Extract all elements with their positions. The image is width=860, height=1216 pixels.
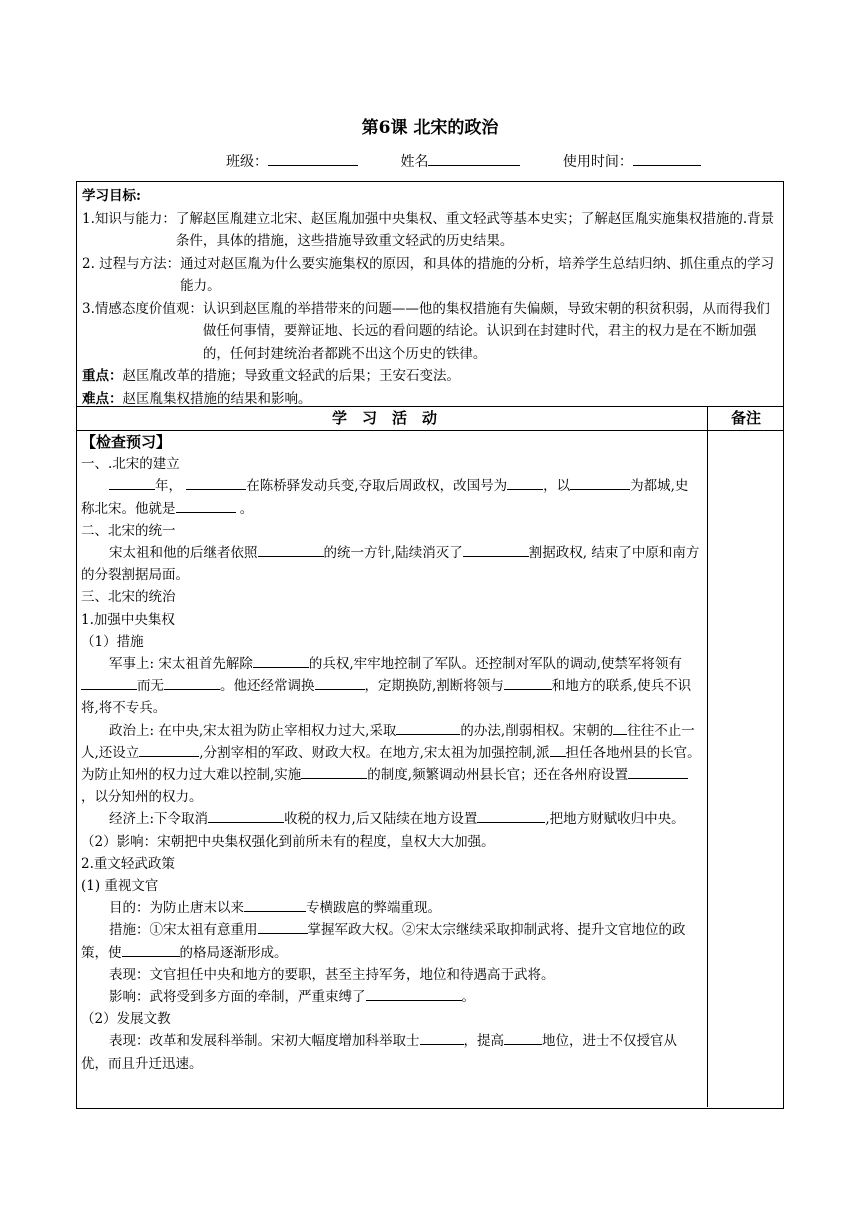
activity-table	[76, 431, 784, 1109]
paragraph: 表现：改革和发展科举制。宋初大幅度增加科举取士 ，提高 地位，进士不仅授官从优，而且升迁迅速。	[81, 1030, 701, 1074]
activity-content	[81, 431, 701, 1075]
objective-item	[82, 298, 778, 366]
time-field[interactable]	[633, 150, 701, 166]
paragraph: 表现：文官担任中央和地方的要职，甚至主持军务，地位和待遇高于武将。	[109, 966, 555, 983]
subheading: 一、.北宋的建立	[81, 456, 180, 473]
subheading: 二、北宋的统一	[81, 522, 176, 539]
paragraph: 经济上:下令取消 收税的权力,后又陆续在地方设置 ,把地方财赋收归中央。	[81, 808, 701, 830]
objectives-box	[76, 181, 784, 407]
objective-label: 3.情感态度价值观：	[82, 300, 203, 317]
objective-label: 2. 过程与方法：	[82, 255, 181, 272]
section-heading: 【检查预习】	[81, 433, 172, 451]
objective-text: 通过对赵匡胤为什么要实施集权的原因，和具体的措施的分析，培养学生总结归纳、抓住重点的学习能力。	[180, 255, 775, 294]
objective-item	[82, 208, 778, 253]
time-label: 使用时间：	[562, 154, 633, 170]
objective-text: 认识到赵匡胤的举措带来的问题——他的集权措施有失偏颇，导致宋朝的积贫积弱，从而得我们做任何事情，要辩证地、长远的看问题的结论。认识到在封建时代，君主的权力是在不断加强的，任何封建统治者都跳不出这个历史的铁律。	[202, 300, 770, 362]
objective-label: 1.知识与能力：	[82, 210, 176, 227]
notes-header: 备注	[707, 407, 784, 430]
paragraph: 目的：为防止唐末以来 专横跋扈的弊端重现。	[81, 897, 701, 919]
column-divider	[707, 431, 708, 1107]
key-points: 重点：赵匡胤改革的措施；导致重文轻武的后果；王安石变法。	[82, 368, 460, 384]
paragraph: 措施：①宋太祖有意重用 掌握军政大权。②宋太宗继续采取抑制武将、提升文官地位的政策，使 的格局逐渐形成。	[81, 919, 701, 963]
paragraph: 年， 在陈桥驿发动兵变,夺取后周政权，改国号为 ，以 为都城,史称北宋。他就是 。	[81, 475, 701, 519]
subheading: 三、北宋的统治	[81, 589, 176, 606]
subheading: (1) 重视文官	[81, 878, 159, 895]
paragraph: 军事上: 宋太祖首先解除 的兵权,牢牢地控制了军队。还控制对军队的调动,使禁军将领有而无 。他还经常调换 ，定期换防,割断将领与 和地方的联系,使兵不识将,将不专兵。	[81, 653, 701, 720]
class-label: 班级：	[226, 154, 268, 170]
activity-header: 学习活动	[331, 409, 452, 427]
class-field[interactable]	[268, 150, 358, 166]
subheading: （1）措施	[81, 633, 144, 650]
page-title: 第6课 北宋的政治	[361, 118, 499, 138]
paragraph: （2）影响：宋朝把中央集权强化到前所未有的程度，皇权大大加强。	[81, 833, 495, 850]
paragraph: 宋太祖和他的后继者依照 的统一方针,陆续消灭了 割据政权, 结束了中原和南方的分裂割据局面。	[81, 542, 701, 586]
table-header	[76, 407, 784, 431]
objective-text: 了解赵匡胤建立北宋、赵匡胤加强中央集权、重文轻武等基本史实；了解赵匡胤实施集权措施的.背景条件，具体的措施，这些措施导致重文轻武的历史结果。	[175, 210, 775, 249]
subheading: （2）发展文教	[81, 1011, 171, 1028]
difficult-points: 难点：赵匡胤集权措施的结果和影响。	[82, 390, 312, 407]
student-info-row	[226, 150, 701, 173]
name-field[interactable]	[428, 150, 520, 166]
name-label: 姓名	[400, 154, 429, 170]
paragraph: 政治上: 在中央,宋太祖为防止宰相权力过大,采取 的办法,削弱相权。宋朝的 往往不止一人,还设立 ,分割宰相的军政、财政大权。在地方,宋太祖为加强控制,派 担任各地州县的长官。为防止知州的权力过大难以控制,实施 的制度,频繁调动州县长官；还在各州府设置，以分知州的权力。	[81, 720, 701, 809]
paragraph: 影响：武将受到多方面的牵制，严重束缚了 。	[81, 986, 701, 1008]
subheading: 1.加强中央集权	[81, 611, 175, 628]
objective-item	[82, 253, 778, 298]
subheading: 2.重文轻武政策	[81, 855, 175, 872]
objectives-heading: 学习目标:	[82, 188, 141, 204]
